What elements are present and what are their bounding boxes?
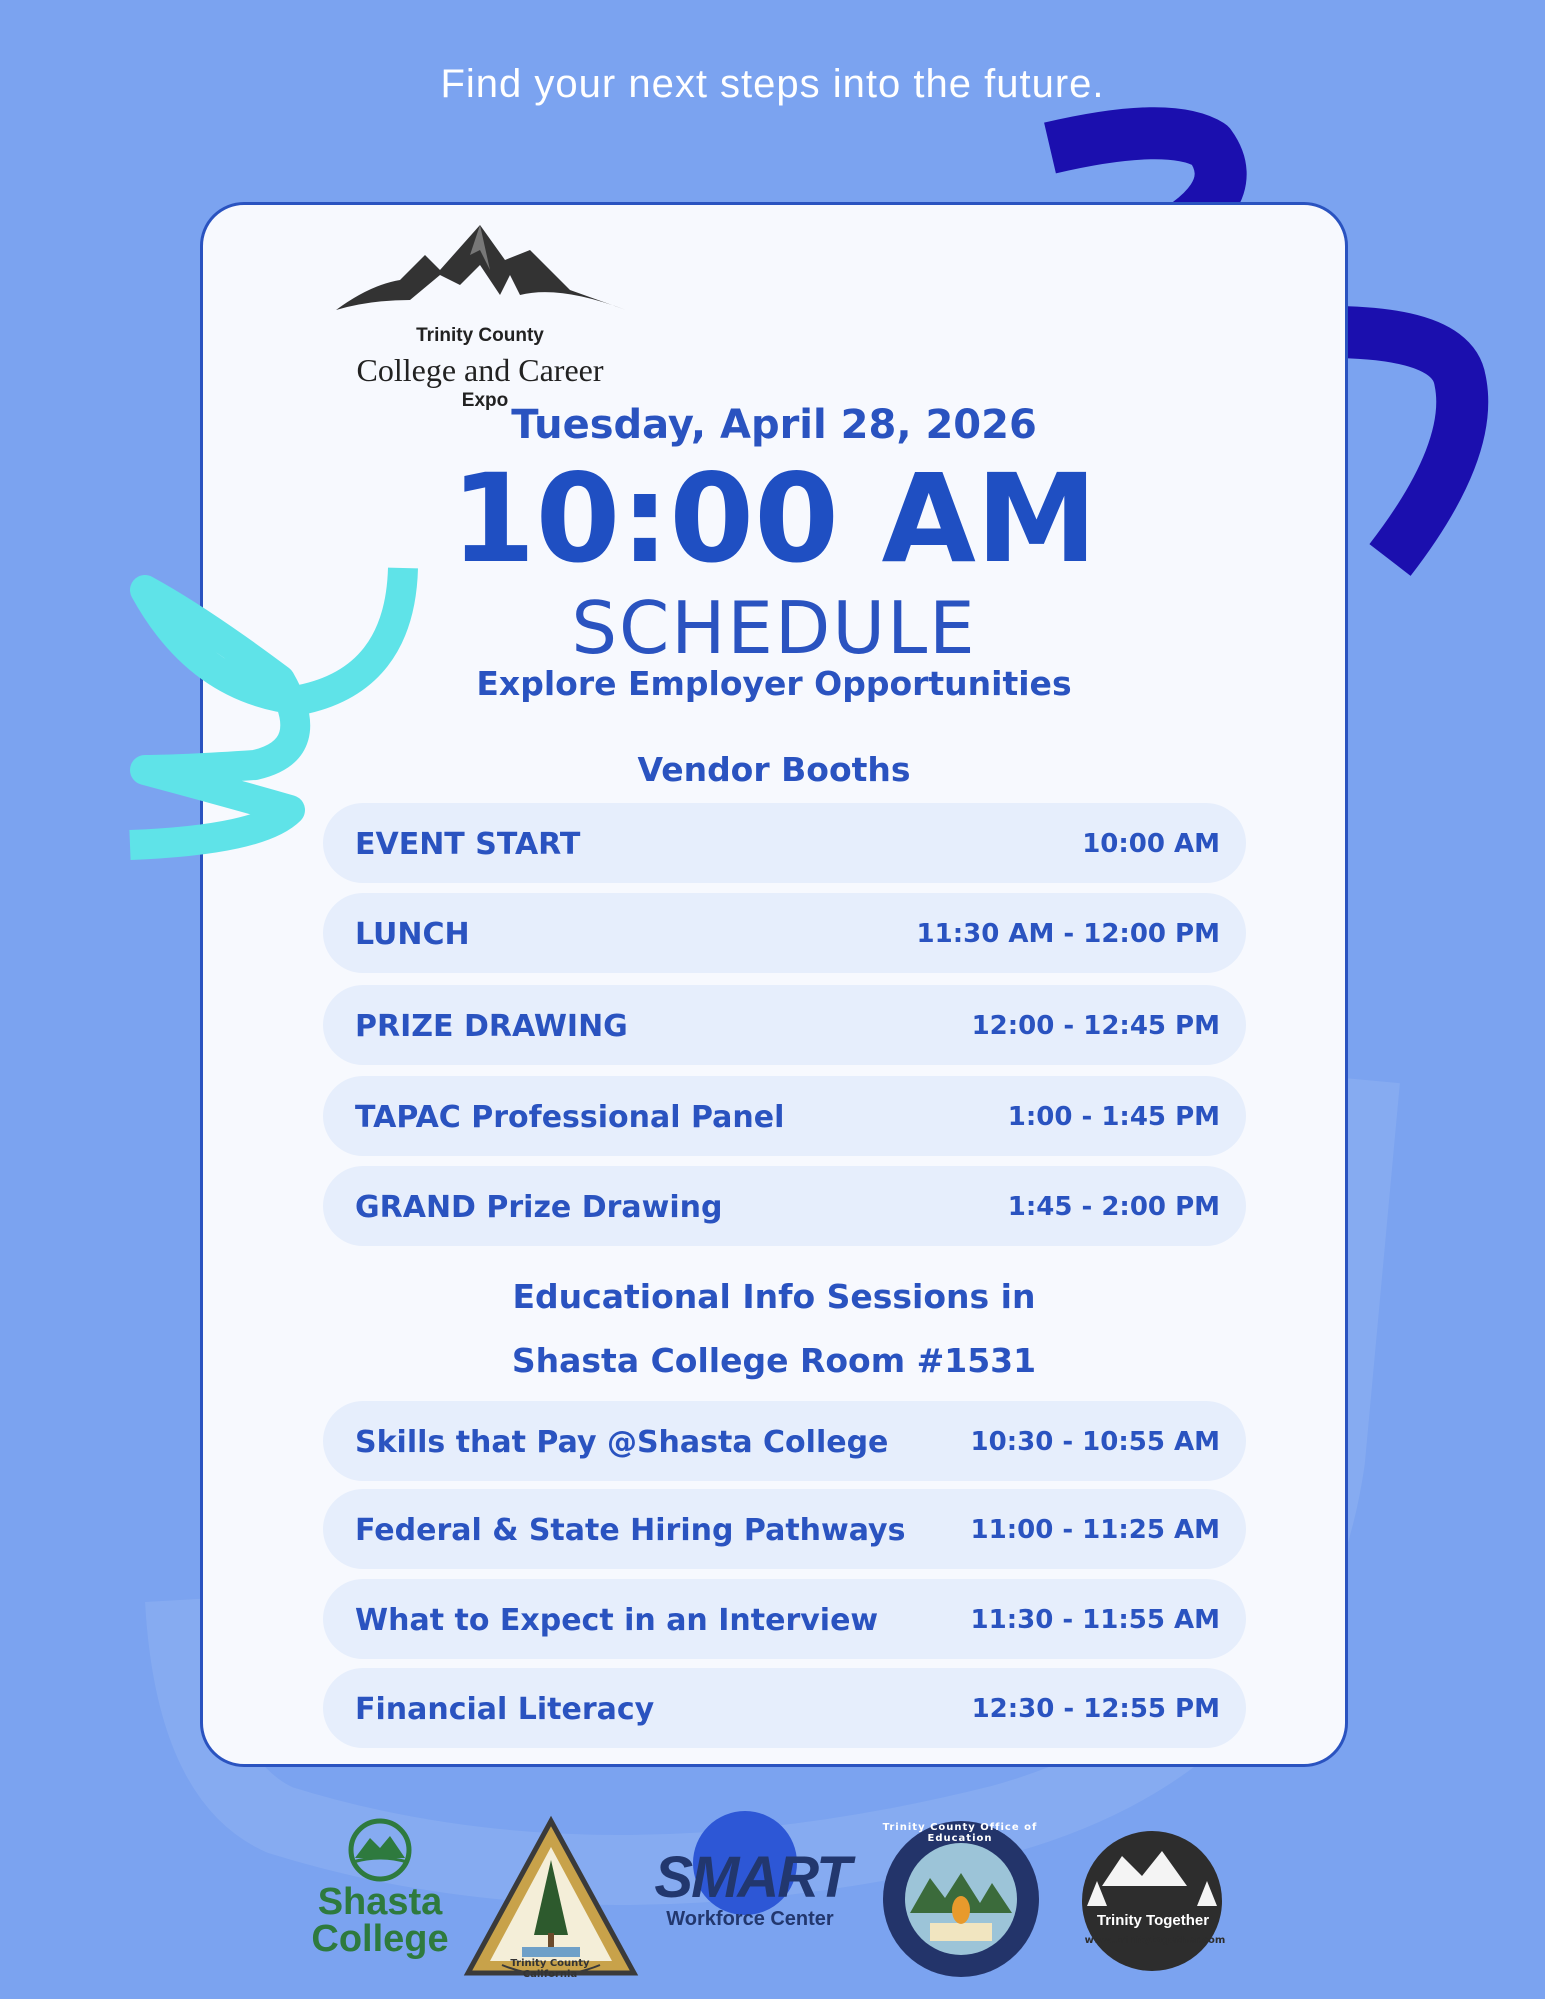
- row-time: 10:00 AM: [1082, 829, 1220, 859]
- row-label: Skills that Pay @Shasta College: [355, 1425, 889, 1460]
- schedule-row: [323, 1401, 1246, 1481]
- row-time: 12:30 - 12:55 PM: [971, 1694, 1220, 1724]
- row-label: TAPAC Professional Panel: [355, 1100, 785, 1135]
- vendor-section-title: Vendor Booths: [637, 750, 911, 789]
- row-label: EVENT START: [355, 827, 581, 862]
- trinity-together-name: Trinity Together: [1096, 1912, 1210, 1929]
- row-label: What to Expect in an Interview: [355, 1603, 879, 1638]
- schedule-row: [323, 1076, 1246, 1156]
- row-time: 12:00 - 12:45 PM: [971, 1011, 1220, 1041]
- smart-logo-subtitle: Workforce Center: [666, 1908, 834, 1930]
- row-label: Financial Literacy: [355, 1692, 655, 1727]
- trinity-county-seal-text: Trinity County California: [510, 1958, 590, 1980]
- schedule-heading: SCHEDULE: [571, 586, 977, 670]
- shasta-college-name: Shasta College: [311, 1881, 449, 1960]
- event-time: 10:00 AM: [450, 448, 1098, 590]
- row-label: PRIZE DRAWING: [355, 1009, 628, 1044]
- event-subtitle: Explore Employer Opportunities: [476, 664, 1072, 703]
- schedule-row: [323, 803, 1246, 883]
- row-label: LUNCH: [355, 917, 470, 952]
- row-label: Federal & State Hiring Pathways: [355, 1513, 906, 1548]
- schedule-row: [323, 985, 1246, 1065]
- row-time: 11:30 - 11:55 AM: [970, 1605, 1220, 1635]
- info-section-title-1: Educational Info Sessions in: [512, 1277, 1036, 1316]
- tcoe-seal-text: Trinity County Office of Education: [882, 1822, 1038, 1844]
- info-section-title-2: Shasta College Room #1531: [511, 1341, 1037, 1380]
- row-time: 11:00 - 11:25 AM: [970, 1515, 1220, 1545]
- trinity-county-seal-icon: [462, 1815, 640, 1980]
- row-time: 10:30 - 10:55 AM: [970, 1427, 1220, 1457]
- row-time: 11:30 AM - 12:00 PM: [916, 919, 1220, 949]
- trinity-together-url: www.trinitytogether.com: [1084, 1935, 1226, 1946]
- row-label: GRAND Prize Drawing: [355, 1190, 723, 1225]
- logo-expo: Expo: [461, 390, 509, 411]
- row-time: 1:45 - 2:00 PM: [1007, 1192, 1220, 1222]
- schedule-row: [323, 1668, 1246, 1748]
- smart-logo-text: SMART: [654, 1845, 850, 1910]
- logo-county: Trinity County: [416, 325, 544, 346]
- event-date: Tuesday, April 28, 2026: [511, 402, 1037, 448]
- schedule-row: [323, 1166, 1246, 1246]
- tagline: Find your next steps into the future.: [440, 62, 1105, 106]
- logo-title: College and Career: [356, 352, 604, 388]
- schedule-row: [323, 1579, 1246, 1659]
- schedule-row: [323, 1489, 1246, 1569]
- trinity-together-logo-icon: [1062, 1826, 1242, 1976]
- schedule-row: [323, 893, 1246, 973]
- shasta-college-logo-icon: [345, 1818, 415, 1882]
- row-time: 1:00 - 1:45 PM: [1007, 1102, 1220, 1132]
